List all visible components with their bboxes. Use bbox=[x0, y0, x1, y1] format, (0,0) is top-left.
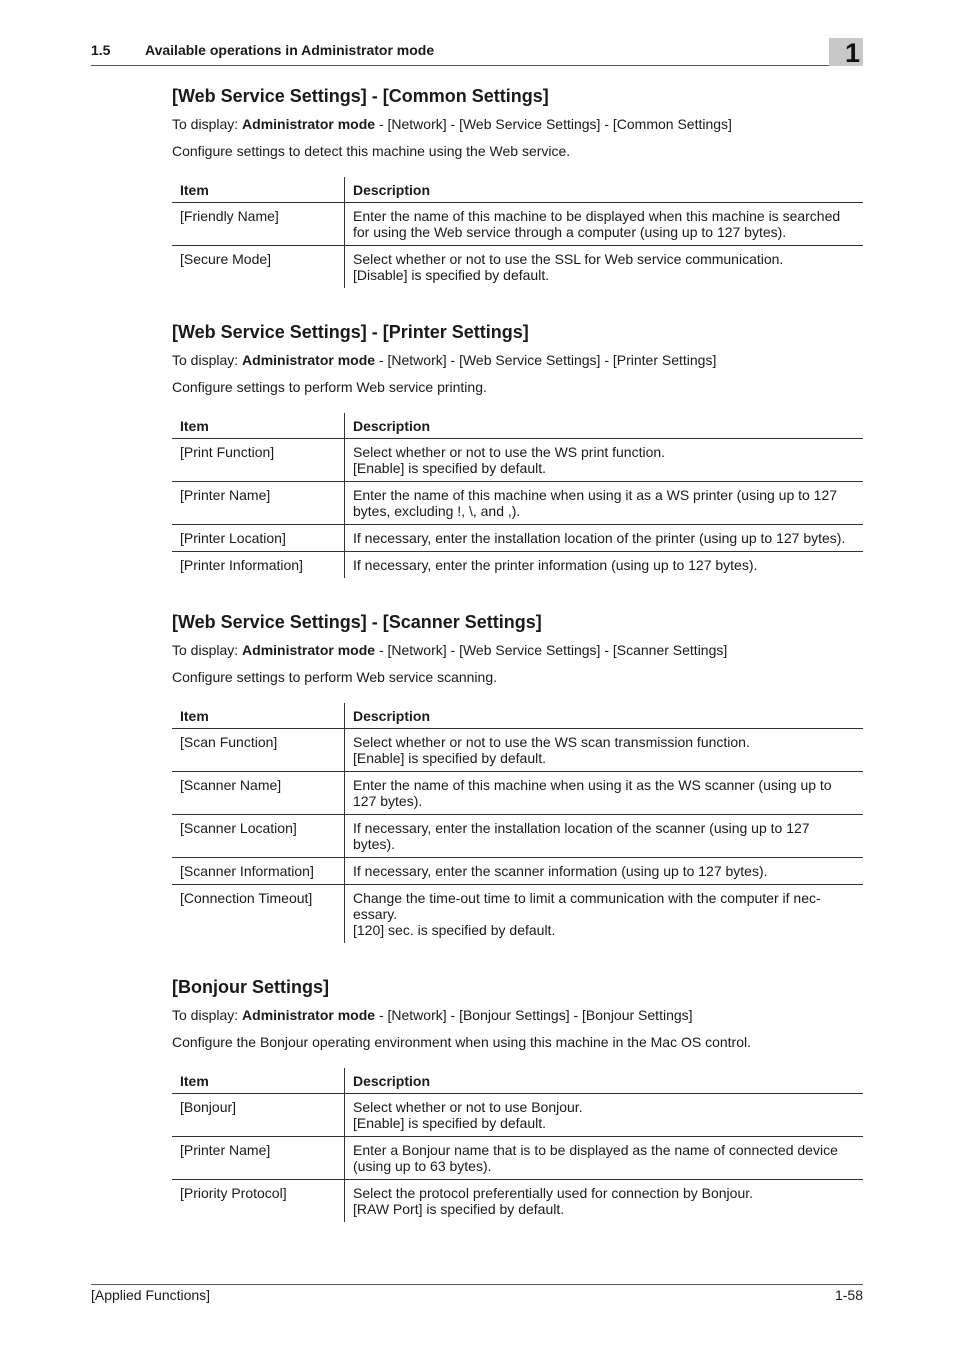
item-cell: [Scanner Location] bbox=[172, 815, 345, 858]
item-cell: [Scanner Information] bbox=[172, 858, 345, 885]
description-cell: If necessary, enter the scanner information (using up to 127 bytes). bbox=[345, 858, 864, 885]
section bbox=[172, 976, 863, 1222]
table-row bbox=[172, 772, 863, 815]
table-header-row bbox=[172, 177, 863, 203]
column-header-description: Description bbox=[345, 413, 864, 439]
path-rest: - [Network] - [Web Service Settings] - [Printer Settings] bbox=[375, 352, 717, 368]
description-cell: Select the protocol preferentially used for connection by Bonjour. [RAW Port] is specified by default. bbox=[345, 1180, 864, 1223]
item-cell: [Scanner Name] bbox=[172, 772, 345, 815]
column-header-item: Item bbox=[172, 703, 345, 729]
navigation-path bbox=[172, 641, 863, 659]
section-heading: [Bonjour Settings] bbox=[172, 977, 329, 997]
table-row bbox=[172, 203, 863, 246]
table-header-row bbox=[172, 1068, 863, 1094]
table-header-row bbox=[172, 413, 863, 439]
description-cell: If necessary, enter the installation location of the printer (using up to 127 bytes). bbox=[345, 525, 864, 552]
item-cell: [Scan Function] bbox=[172, 729, 345, 772]
path-mode: Administrator mode bbox=[242, 642, 376, 658]
description-cell: Select whether or not to use the WS scan transmission function. [Enable] is specified by default. bbox=[353, 734, 750, 766]
item-cell: [Printer Location] bbox=[172, 525, 345, 552]
item-cell: [Print Function] bbox=[172, 439, 345, 482]
column-header-description: Description bbox=[345, 1068, 864, 1094]
table-row bbox=[172, 885, 863, 944]
column-header-item: Item bbox=[172, 177, 345, 203]
chapter-badge: 1 bbox=[829, 38, 863, 66]
table-row bbox=[172, 1094, 863, 1137]
section-heading: [Web Service Settings] - [Printer Settings] bbox=[172, 322, 529, 342]
section bbox=[172, 85, 863, 288]
description-cell: Select whether or not to use Bonjour. [Enable] is specified by default. bbox=[353, 1099, 583, 1131]
item-cell: [Friendly Name] bbox=[172, 203, 345, 246]
navigation-path bbox=[172, 1006, 863, 1024]
description-cell: If necessary, enter the printer information (using up to 127 bytes). bbox=[345, 552, 864, 579]
section-description: Configure settings to perform Web service printing. bbox=[172, 379, 487, 395]
column-header-description: Description bbox=[345, 177, 864, 203]
navigation-path bbox=[172, 351, 863, 369]
page-footer bbox=[91, 1284, 863, 1303]
description-cell: Select whether or not to use the WS print function. [Enable] is specified by default. bbox=[353, 444, 666, 476]
settings-table bbox=[172, 1068, 863, 1222]
section-description: Configure settings to perform Web service scanning. bbox=[172, 669, 498, 685]
path-prefix: To display: bbox=[172, 1007, 243, 1023]
description-cell: Enter a Bonjour name that is to be displayed as the name of connected device (using up to 63 bytes). bbox=[345, 1137, 864, 1180]
section bbox=[172, 611, 863, 943]
table-row bbox=[172, 439, 863, 482]
path-prefix: To display: bbox=[172, 352, 243, 368]
page-header bbox=[91, 36, 863, 66]
page-content bbox=[172, 85, 863, 1222]
table-row bbox=[172, 552, 863, 579]
table-row bbox=[172, 482, 863, 525]
description-cell: Enter the name of this machine when using it as a WS printer (using up to 127 bytes, excluding !, \, and ,). bbox=[345, 482, 864, 525]
description-cell: Select whether or not to use the SSL for Web service communication. [Disable] is specified by default. bbox=[345, 246, 864, 289]
column-header-item: Item bbox=[172, 1068, 345, 1094]
section-description: Configure settings to detect this machine using the Web service. bbox=[172, 143, 571, 159]
item-cell: [Priority Protocol] bbox=[172, 1180, 345, 1223]
item-cell: [Printer Name] bbox=[172, 1137, 345, 1180]
section-title: Available operations in Administrator mode bbox=[145, 42, 435, 58]
path-mode: Administrator mode bbox=[242, 116, 376, 132]
path-prefix: To display: bbox=[172, 642, 243, 658]
path-mode: Administrator mode bbox=[242, 352, 376, 368]
item-cell: [Printer Name] bbox=[172, 482, 345, 525]
section-number: 1.5 bbox=[91, 42, 111, 58]
settings-table bbox=[172, 177, 863, 288]
table-row bbox=[172, 1137, 863, 1180]
path-rest: - [Network] - [Bonjour Settings] - [Bonjour Settings] bbox=[375, 1007, 693, 1023]
column-header-item: Item bbox=[172, 413, 345, 439]
table-row bbox=[172, 858, 863, 885]
column-header-description: Description bbox=[345, 703, 864, 729]
navigation-path bbox=[172, 115, 863, 133]
table-row bbox=[172, 1180, 863, 1223]
table-row bbox=[172, 246, 863, 289]
path-rest: - [Network] - [Web Service Settings] - [Common Settings] bbox=[375, 116, 732, 132]
item-cell: [Connection Timeout] bbox=[172, 885, 345, 944]
section-description: Configure the Bonjour operating environment when using this machine in the Mac OS control. bbox=[172, 1034, 751, 1050]
table-row bbox=[172, 815, 863, 858]
item-cell: [Secure Mode] bbox=[172, 246, 345, 289]
description-cell: Enter the name of this machine to be displayed when this machine is searched for using the Web service through a computer (using up to 127 bytes). bbox=[353, 208, 841, 240]
section bbox=[172, 321, 863, 578]
section-heading: [Web Service Settings] - [Scanner Settings] bbox=[172, 612, 542, 632]
item-cell: [Printer Information] bbox=[172, 552, 345, 579]
description-cell: Enter the name of this machine when using it as the WS scanner (using up to 127 bytes). bbox=[345, 772, 864, 815]
table-row bbox=[172, 525, 863, 552]
description-cell: If necessary, enter the installation location of the scanner (using up to 127 bytes). bbox=[345, 815, 864, 858]
path-mode: Administrator mode bbox=[242, 1007, 376, 1023]
table-header-row bbox=[172, 703, 863, 729]
description-cell: Change the time-out time to limit a communication with the computer if nec- essary. [120] sec. is specified by default. bbox=[345, 885, 864, 944]
footer-rule bbox=[91, 1284, 863, 1285]
header-rule bbox=[91, 65, 863, 66]
page-number: 1-58 bbox=[834, 1287, 863, 1303]
path-prefix: To display: bbox=[172, 116, 243, 132]
table-row bbox=[172, 729, 863, 772]
settings-table bbox=[172, 413, 863, 578]
footer-title: [Applied Functions] bbox=[91, 1287, 211, 1303]
item-cell: [Bonjour] bbox=[172, 1094, 345, 1137]
section-heading: [Web Service Settings] - [Common Settings] bbox=[172, 86, 549, 106]
settings-table bbox=[172, 703, 863, 943]
path-rest: - [Network] - [Web Service Settings] - [Scanner Settings] bbox=[375, 642, 728, 658]
